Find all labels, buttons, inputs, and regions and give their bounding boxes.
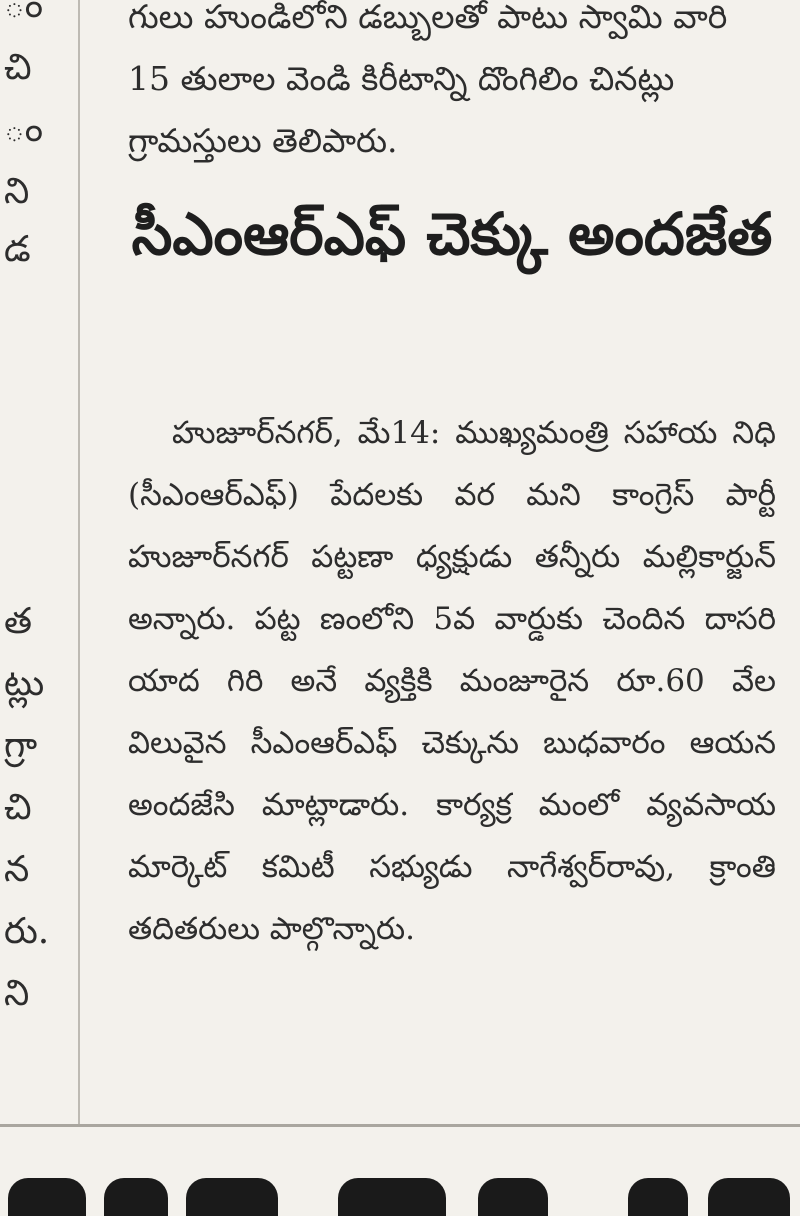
headline-glyph-fragment (708, 1178, 790, 1216)
left-fragment: ని (4, 973, 30, 1014)
headline-glyph-fragment (186, 1178, 278, 1216)
left-fragment: ని (4, 171, 30, 212)
left-fragment: చి (4, 787, 32, 828)
headline-glyph-fragment (628, 1178, 688, 1216)
headline-glyph-fragment (338, 1178, 446, 1216)
left-fragment: ట్లు (4, 663, 45, 704)
left-fragment: ం (4, 109, 44, 150)
previous-article-ending: గులు హుండిలోని డబ్బులతో పాటు స్వామి వారి 15 తులాల వెండి కిరీటాన్ని దొంగిలిం చినట్లు గ్రామస్తులు తెలిపారు. (128, 0, 728, 160)
left-fragment: ం (4, 0, 44, 26)
headline-glyph-fragment (104, 1178, 168, 1216)
headline-glyph-fragment (8, 1178, 86, 1216)
news-article (128, 0, 776, 1120)
headline-glyph-fragment (478, 1178, 548, 1216)
left-fragment: త (4, 601, 33, 642)
left-fragment: న (4, 849, 30, 890)
left-fragment: గ్రా (4, 725, 38, 766)
left-fragment: డ (4, 229, 31, 270)
adjacent-column-fragment (0, 0, 76, 1120)
article-headline: సీఎంఆర్‌ఎఫ్ చెక్కు అందజేత (131, 200, 773, 268)
section-divider (0, 1124, 800, 1127)
left-fragment: రు. (4, 911, 50, 952)
left-fragment: చి (4, 47, 32, 88)
article-body: హుజూర్‌నగర్, మే14: ముఖ్యమంత్రి సహాయ నిధి (సీఎంఆర్‌ఎఫ్) పేదలకు వర మని కాంగ్రెస్ పార్టీ హుజూర్‌నగర్ పట్టణా ధ్యక్షుడు తన్నీరు మల్లికార్జున్ అన్నారు. పట్ట ణంలోని 5వ వార్డుకు చెందిన దాసరి యాద గిరి అనే వ్యక్తికి మంజూరైన రూ.60 వేల విలువైన సీఎంఆర్‌ఎఫ్ చెక్కును బుధవారం ఆయన అందజేసి మాట్లాడారు. కార్యక్ర మంలో వ్యవసాయ మార్కెట్ కమిటీ సభ్యుడు నాగేశ్వర్‌రావు, క్రాంతి తదితరులు పాల్గొన్నారు. (128, 415, 776, 947)
column-divider (78, 0, 80, 1125)
next-article-headline-fragment (0, 1178, 800, 1216)
